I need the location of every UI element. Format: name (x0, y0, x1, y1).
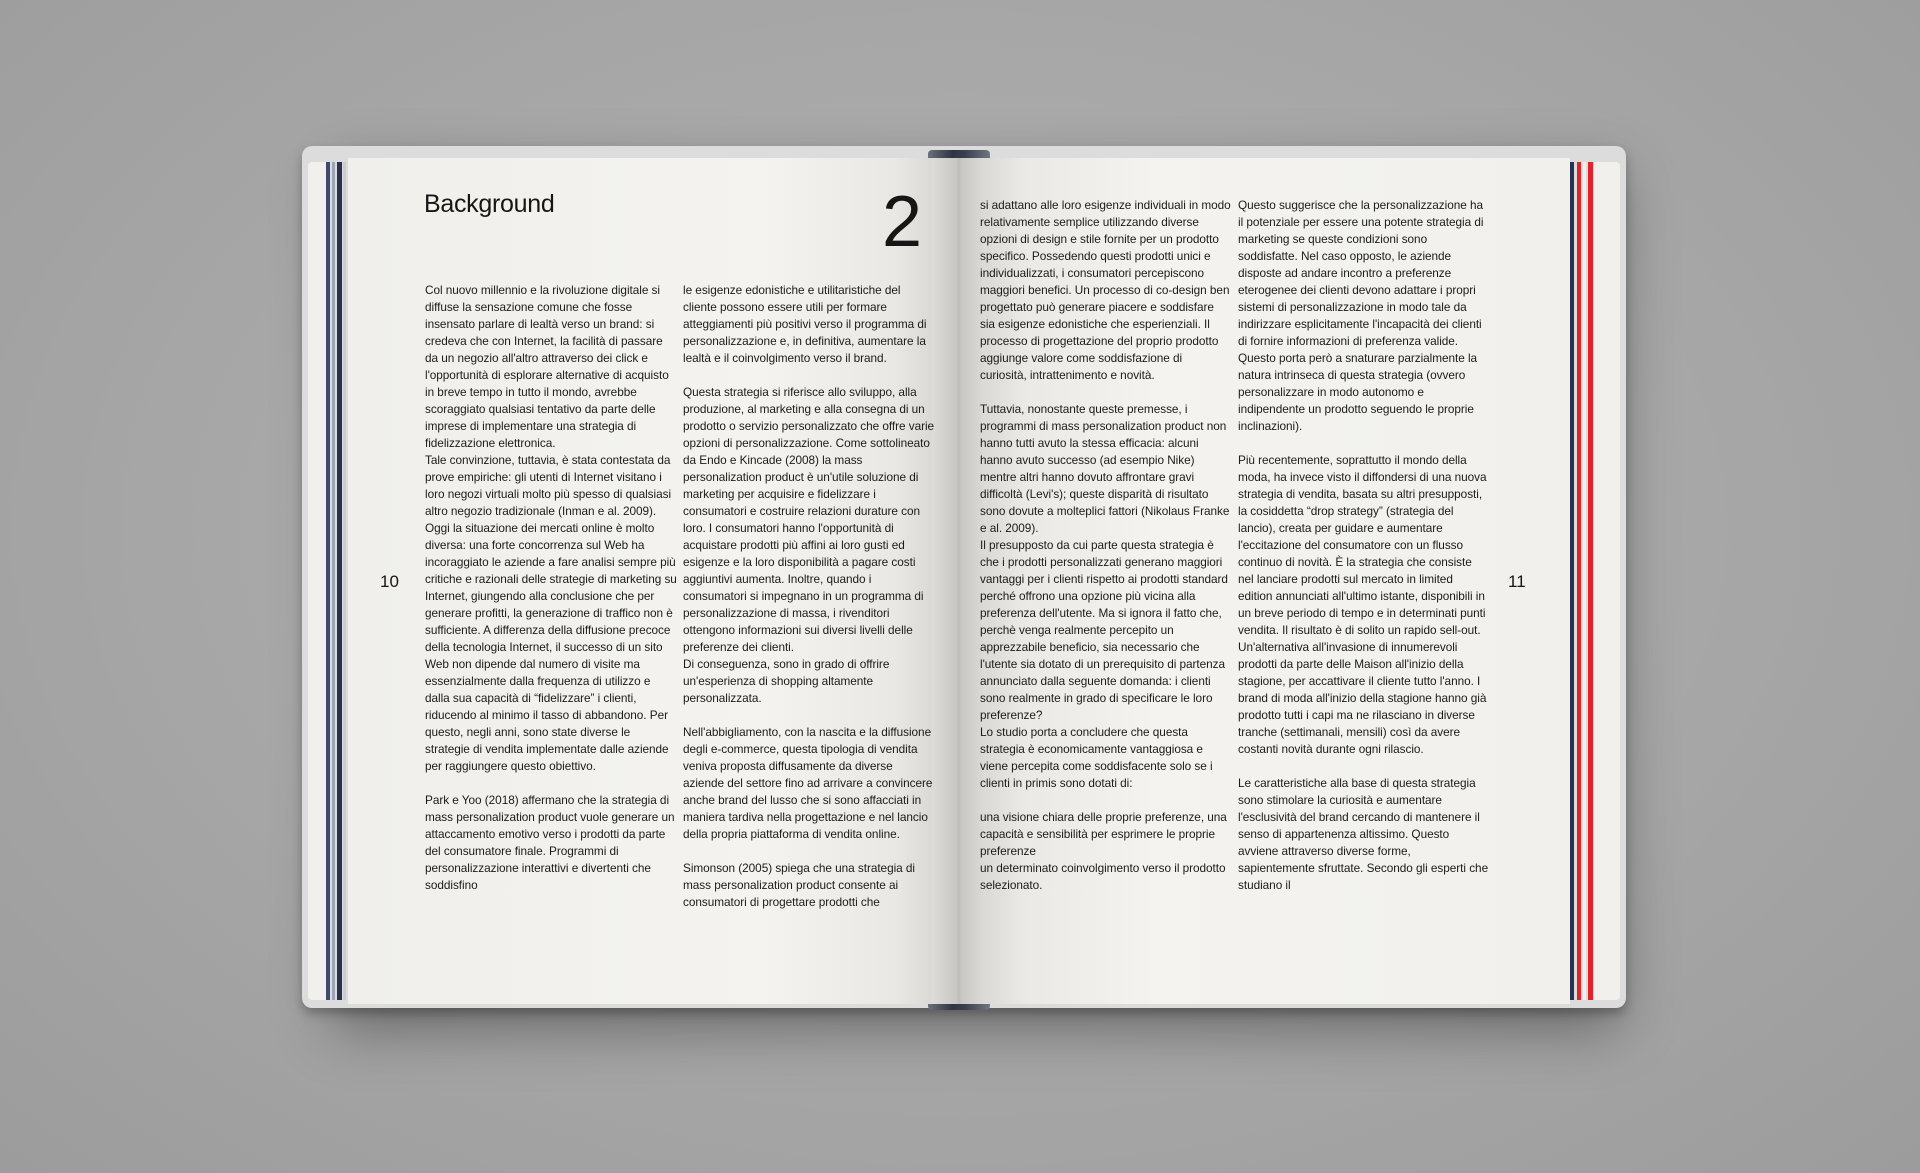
paragraph: Nell'abbigliamento, con la nascita e la diffusione degli e-commerce, questa tipologia di vendita veniva proposta diffusamente da diverse aziende del settore fino ad arrivare a convincere anche brand del lusso che si sono affacciati in maniera tardiva nella progettazione e nel lancio della propria piattaforma di vendita online. (683, 725, 933, 841)
paragraph: Di conseguenza, sono in grado di offrire un'esperienza di shopping altamente personalizzata. (683, 657, 890, 705)
book-gutter (932, 158, 986, 1004)
right-page-edge (1594, 162, 1620, 1000)
paragraph: Simonson (2005) spiega che una strategia di mass personalization product consente ai consumatori di progettare prodotti che (683, 861, 915, 909)
page-number-right: 11 (1508, 572, 1526, 591)
text-column-1 (425, 282, 677, 911)
page-number-left: 10 (380, 572, 399, 591)
left-edge-stripe (326, 162, 330, 1000)
text-column-2 (683, 282, 935, 928)
paragraph: un determinato coinvolgimento verso il prodotto selezionato. (980, 861, 1226, 892)
left-edge-stripe (337, 162, 342, 1000)
paragraph: Tuttavia, nonostante queste premesse, i programmi di mass personalization product non hanno tutti avuto la stessa efficacia: alcuni hanno avuto successo (ad esempio Nike) mentre altri hanno dovuto affrontare gravi difficoltà (Levi's); queste disparità di risultato sono dovute a molteplici fattori (Nikolaus Franke e al. 2009). (980, 402, 1230, 535)
paragraph: Park e Yoo (2018) affermano che la strategia di mass personalization product vuole generare un attaccamento emotivo verso i prodotti da parte del consumatore finale. Programmi di personalizzazione interattivi e divertenti che soddisfino (425, 793, 675, 892)
left-edge-stripe (343, 162, 346, 1000)
paragraph: Oggi la situazione dei mercati online è molto diversa: una forte concorrenza sul Web ha incoraggiato le aziende a fare analisi sempre più critiche e razionali delle strategie di marketing su Internet, giungendo alla conclusione che per generare profitti, la generazione di traffico non è sufficiente. A differenza della diffusione precoce della tecnologia Internet, il successo di un sito Web non dipende dal numero di visite ma essenzialmente dalla frequenza di utilizzo e dalla sua capacità di “fidelizzare” i clienti, riducendo al minimo il tasso di abbandono. Per questo, negli anni, sono state diverse le strategie di vendita implementate dalle aziende per raggiungere questo obiettivo. (425, 521, 677, 773)
right-edge-stripe (1577, 162, 1581, 1000)
paragraph: le esigenze edonistiche e utilitaristiche del cliente possono essere utili per formare atteggiamenti più positivi verso il programma di personalizzazione e, in definitiva, aumentare la lealtà e il coinvolgimento verso il brand. (683, 283, 927, 365)
paragraph: Più recentemente, soprattutto il mondo della moda, ha invece visto il diffondersi di una nuova strategia di vendita, basata su altri presupposti, la cosiddetta “drop strategy” (strategia del lancio), creata per guidare e aumentare l'eccitazione del consumatore con un flusso continuo di novità. È la strategia che consiste nel lanciare prodotti sul mercato in limited edition annunciati all'ultimo istante, disponibili in un breve periodo di tempo e in determinati punti vendita. Il risultato è di solito un rapido sell-out. Un'alternativa all'invasione di innumerevoli prodotti da parte delle Maison all'inizio della stagione, per accattivare il cliente tutto l'anno. I brand di moda all'inizio della stagione hanno già prodotto tutti i capi ma ne rilasciano in diverse tranche (settimanali, mensili) così da avere costanti novità durante ogni rilascio. (1238, 453, 1487, 756)
left-page-edge (308, 162, 328, 1000)
right-edge-stripe (1570, 162, 1574, 1000)
text-column-4 (1238, 197, 1490, 911)
paragraph: Tale convinzione, tuttavia, è stata contestata da prove empiriche: gli utenti di Internet visitano i loro negozi virtuali molto più spesso di qualsiasi altro negozio tradizionale (Inman e al. 2009). (425, 453, 672, 518)
paragraph: Questo suggerisce che la personalizzazione ha il potenziale per essere una potente strategia di marketing se queste condizioni sono soddisfatte. Nel caso opposto, le aziende disposte ad andare incontro a preferenze eterogenee dei clienti devono adattare i propri sistemi di personalizzazione in modo tale da indirizzare esplicitamente l'incapacità dei clienti di fornire informazioni di preferenza valide. Questo porta però a snaturare parzialmente la natura intrinseca di questa strategia (ovvero personalizzare in modo autonomo e indipendente un prodotto seguendo le proprie inclinazioni). (1238, 198, 1484, 433)
paragraph: Questa strategia si riferisce allo sviluppo, alla produzione, al marketing e alla consegna di un prodotto o servizio personalizzato che offre varie opzioni di personalizzazione. Come sottolineato da Endo e Kincade (2008) la mass personalization product è un'utile soluzione di marketing per acquisire e fidelizzare i consumatori e costruire relazioni durature con loro. I consumatori hanno l'opportunità di acquistare prodotti più affini ai loro gusti ed esigenze e la loro disponibilità a pagare costi aggiuntivi aumenta. Inoltre, quando i consumatori si impegnano in un programma di personalizzazione di massa, i rivenditori ottengono informazioni sui diversi livelli delle preferenze dei clienti. (683, 385, 935, 654)
paragraph: Col nuovo millennio e la rivoluzione digitale si diffuse la sensazione comune che fosse insensato parlare di lealtà verso un brand: si credeva che con Internet, la facilità di passare da un negozio all'altro attraverso dei click e l'opportunità di esplorare alternative di acquisto in breve tempo in tutto il mondo, avrebbe scoraggiato qualsiasi tentativo da parte delle imprese di implementare una strategia di fidelizzazione elettronica. (425, 283, 669, 450)
text-column-3 (980, 197, 1232, 911)
paragraph: Le caratteristiche alla base di questa strategia sono stimolare la curiosità e aumentare l'esclusività del brand cercando di mantenere il senso di appartenenza altissimo. Questo avviene attraverso diverse forme, sapientemente sfruttate. Secondo gli esperti che studiano il (1238, 776, 1489, 892)
chapter-number: 2 (882, 182, 923, 262)
right-edge-stripe (1583, 162, 1586, 1000)
right-edge-stripe (1588, 162, 1593, 1000)
paragraph: Lo studio porta a concludere che questa strategia è economicamente vantaggiosa e viene percepita come soddisfacente solo se i clienti in primis sono dotati di: (980, 725, 1213, 790)
paragraph: una visione chiara delle proprie preferenze, una capacità e sensibilità per esprimere le proprie preferenze (980, 810, 1227, 858)
paragraph: si adattano alle loro esigenze individuali in modo relativamente semplice utilizzando diverse opzioni di design e stile fornite per un prodotto specifico. Possedendo questi prodotti unici e individualizzati, i consumatori percepiscono maggiori benefici. Un processo di co-design ben progettato può generare piacere e soddisfare sia esigenze edonistiche che esperienziali. Il processo di progettazione del proprio prodotto aggiunge valore come soddisfazione di curiosità, intrattenimento e novità. (980, 198, 1231, 382)
chapter-title: Background (424, 190, 555, 218)
left-edge-stripe (332, 162, 335, 1000)
paragraph: Il presupposto da cui parte questa strategia è che i prodotti personalizzati generano maggiori vantaggi per i clienti rispetto ai prodotti standard perché offrono una opzione più vicina alla preferenza dell'utente. Ma si ignora il fatto che, perchè venga realmente percepito un apprezzabile beneficio, sia necessario che l'utente sia dotato di un prerequisito di partenza annunciato dalla seguente domanda: i clienti sono realmente in grado di specificare le loro preferenze? (980, 538, 1228, 722)
